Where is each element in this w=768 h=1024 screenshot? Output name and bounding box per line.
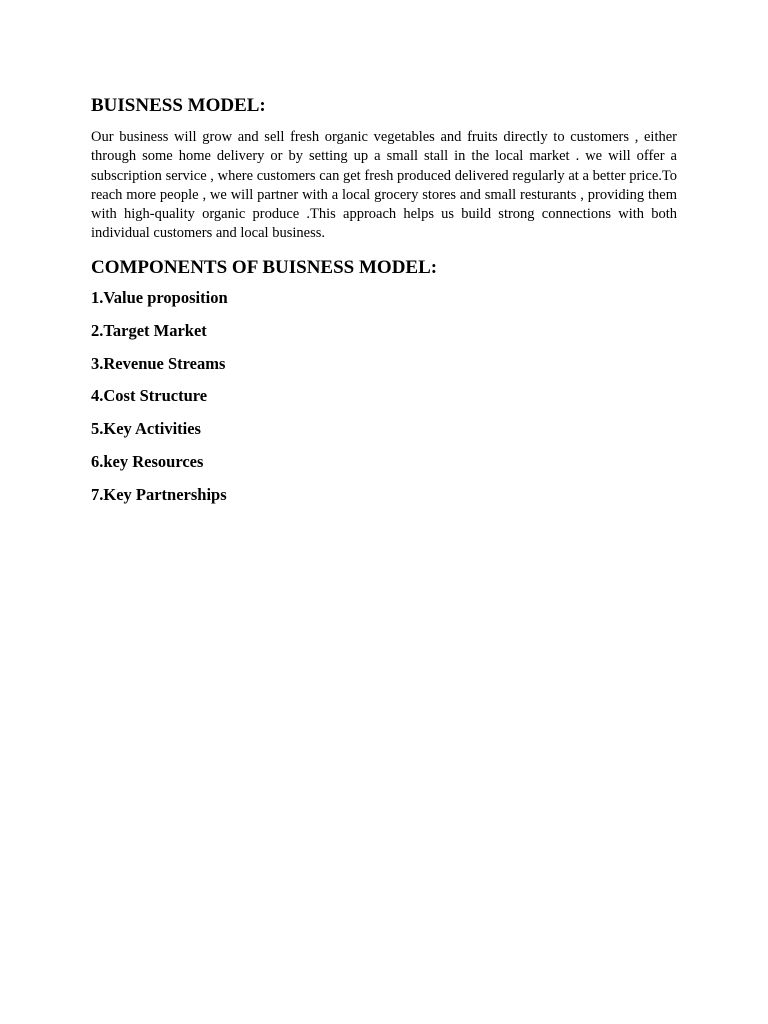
business-model-heading: BUISNESS MODEL:	[91, 95, 266, 116]
document-content	[91, 94, 677, 517]
component-target-market: 2.Target Market	[91, 320, 207, 340]
components-list	[91, 287, 677, 506]
business-model-paragraph: Our business will grow and sell fresh organic vegetables and fruits directly to customers , either through some home delivery or by setting up a small stall in the local market . we will offer a subscription service , where customers can get fresh produced delivered regularly at a better price.To reach more people , we will partner with a local grocery stores and small resturants , providing them with high-quality organic produce .This approach helps us build strong connections with both individual customers and local business.	[91, 129, 677, 242]
component-key-resources: 6.key Resources	[91, 452, 204, 472]
component-value-proposition: 1.Value proposition	[91, 287, 228, 307]
component-cost-structure: 4.Cost Structure	[91, 386, 208, 406]
component-key-activities: 5.Key Activities	[91, 419, 201, 439]
component-key-partnerships: 7.Key Partnerships	[91, 485, 227, 505]
component-revenue-streams: 3.Revenue Streams	[91, 353, 226, 373]
components-heading: COMPONENTS OF BUISNESS MODEL:	[91, 256, 438, 278]
